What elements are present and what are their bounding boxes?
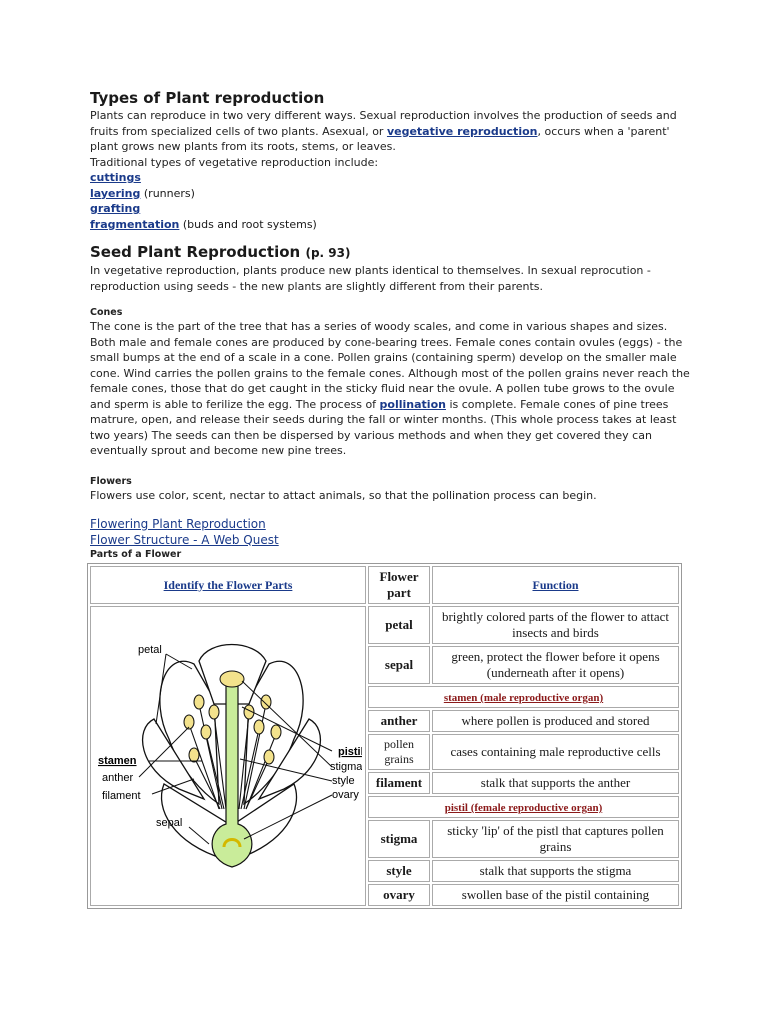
- identify-header-cell: [90, 566, 366, 604]
- stamen-section-header: stamen (male reproductive organ): [443, 692, 604, 704]
- part-cell: ovary: [368, 884, 430, 906]
- page-reference: (p. 93): [305, 246, 351, 260]
- link-function[interactable]: Function: [532, 578, 579, 592]
- table-row: [90, 606, 679, 644]
- part-cell: stigma: [368, 820, 430, 858]
- text-fragment: Plants can reproduce in two very different ways. Sexual reproduction involves the production of seeds and fruits from specialized cells of two plants. Asexual, or: [90, 109, 677, 138]
- text-fragment: is complete. Female cones of pine trees matrure, open, and release their seeds during the fall or winter months. (This whole process takes at least two years) The seeds can then be dispersed by various methods and when they get covered they can eventually sprout and become new pine trees.: [90, 397, 677, 457]
- paragraph-types: [90, 108, 690, 155]
- link-pollination[interactable]: pollination: [379, 397, 446, 411]
- flower-diagram: [94, 609, 362, 899]
- label-style: style: [332, 775, 355, 787]
- intro-vegetative-types: Traditional types of vegetative reproduction include:: [90, 155, 379, 169]
- label-stigma: stigma: [330, 761, 362, 773]
- text-fragment: The cone is the part of the tree that has a series of woody scales, and come in various shapes and sizes. Both male and female cones are produced by cone-bearing trees. Female cones contain ovules (eggs) - the small bumps at the end of a scale in a cone. Pollen grains (containing sperm) develop on the smaller male cone. Wind carries the pollen grains to the female cones. Although most of the pollen grains never reach the female cones, those that do get caught in the sticky fluid near the ovule. A pollen tube grows to the ovule and sperm is able to ferilize the egg. The process of: [90, 320, 690, 411]
- paragraph-flowers: Flowers use color, scent, nectar to attact animals, so that the pollination process can begin.: [90, 488, 597, 502]
- link-row: [90, 533, 690, 549]
- link-cuttings[interactable]: cuttings: [90, 171, 141, 184]
- function-cell: stalk that supports the stigma: [432, 860, 679, 882]
- part-cell: style: [368, 860, 430, 882]
- link-layering[interactable]: layering: [90, 186, 141, 200]
- seed-title-text: Seed Plant Reproduction: [90, 243, 301, 261]
- table-header-row: [90, 566, 679, 604]
- flowers-heading: Flowers: [90, 475, 132, 487]
- section-header-cell: [368, 796, 679, 818]
- section-title-seed: [90, 242, 690, 263]
- pistil-section-header: pistil (female reproductive organ): [444, 802, 603, 814]
- function-cell: where pollen is produced and stored: [432, 710, 679, 732]
- list-item: [90, 201, 690, 217]
- list-note: (runners): [140, 186, 195, 200]
- cones-heading: Cones: [90, 307, 123, 318]
- label-stamen: stamen: [98, 755, 137, 767]
- function-cell: stalk that supports the anther: [432, 772, 679, 794]
- col-header-flower-part: Flower part: [368, 566, 430, 604]
- article: [90, 88, 690, 561]
- section-header-cell: [368, 686, 679, 708]
- link-flower-structure-webquest[interactable]: Flower Structure - A Web Quest: [90, 532, 279, 547]
- function-cell: green, protect the flower before it opens (underneath after it opens): [432, 646, 679, 684]
- parts-heading: Parts of a Flower: [90, 549, 182, 560]
- flower-diagram-cell: [90, 606, 366, 906]
- text-fragment: , occurs when a 'parent' plant grows new plants from its roots, stems, or leaves.: [90, 124, 670, 153]
- paragraph-seed-intro: In vegetative reproduction, plants produce new plants identical to themselves. In sexual reprocution - reproduction using seeds - the new plants are slightly different from their parents.: [90, 264, 651, 293]
- list-item: [90, 170, 690, 186]
- part-cell: pollen grains: [368, 734, 430, 770]
- label-filament: filament: [102, 790, 141, 802]
- link-row: [90, 517, 690, 533]
- list-note: (buds and root systems): [179, 217, 317, 231]
- link-fragmentation[interactable]: fragmentation: [90, 217, 180, 231]
- link-vegetative-reproduction[interactable]: vegetative reproduction: [386, 124, 538, 138]
- function-cell: brightly colored parts of the flower to attact insects and birds: [432, 606, 679, 644]
- part-cell: sepal: [368, 646, 430, 684]
- vegetative-list: [90, 170, 690, 232]
- link-flowering-plant-reproduction[interactable]: Flowering Plant Reproduction: [90, 517, 266, 531]
- label-petal: petal: [138, 644, 162, 656]
- part-cell: anther: [368, 710, 430, 732]
- paragraph-cones: [90, 319, 690, 459]
- link-grafting[interactable]: grafting: [90, 202, 141, 215]
- function-cell: swollen base of the pistil containing: [432, 884, 679, 906]
- function-header-cell: [432, 566, 679, 604]
- label-anther: anther: [102, 772, 134, 784]
- stigma-shape: [220, 671, 244, 687]
- list-item: [90, 186, 690, 202]
- function-cell: sticky 'lip' of the pistl that captures pollen grains: [432, 820, 679, 858]
- label-sepal: sepal: [156, 817, 183, 829]
- label-pistil: pistil: [338, 746, 362, 758]
- part-cell: petal: [368, 606, 430, 644]
- part-cell: filament: [368, 772, 430, 794]
- flower-parts-table: [87, 563, 682, 909]
- list-item: [90, 217, 690, 233]
- function-cell: cases containing male reproductive cells: [432, 734, 679, 770]
- section-title-types: Types of Plant reproduction: [90, 89, 325, 107]
- link-identify-flower-parts[interactable]: Identify the Flower Parts: [163, 578, 293, 592]
- label-ovary: ovary: [332, 789, 359, 801]
